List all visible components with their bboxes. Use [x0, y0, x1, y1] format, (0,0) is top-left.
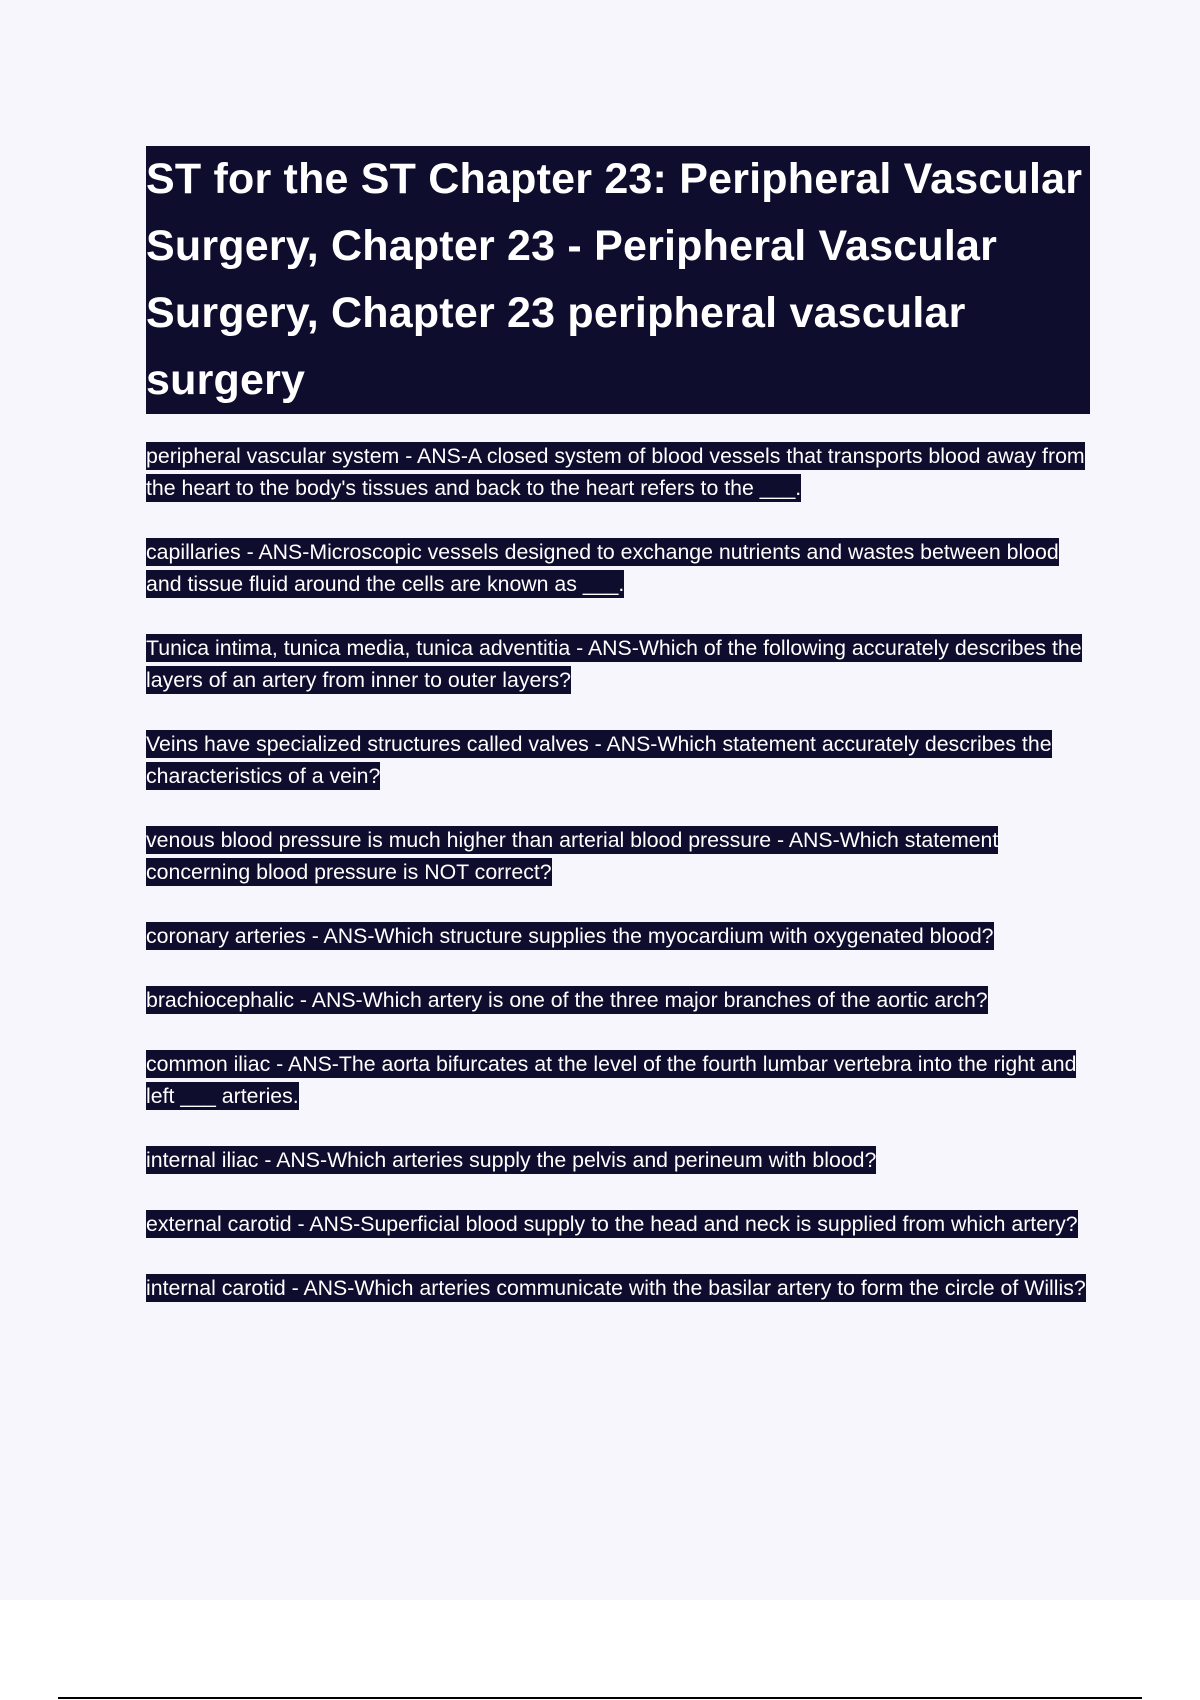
entry-list [146, 440, 1086, 1336]
entry-text: internal carotid - ANS-Which arteries communicate with the basilar artery to form the circle of Willis? [146, 1276, 1086, 1300]
list-item [146, 920, 1086, 952]
title-block [146, 146, 1090, 414]
list-item [146, 1272, 1086, 1304]
entry-text: Tunica intima, tunica media, tunica adventitia - ANS-Which of the following accurately describes the layers of an artery from inner to outer layers? [146, 636, 1082, 692]
list-item [146, 632, 1086, 696]
entry-text: capillaries - ANS-Microscopic vessels designed to exchange nutrients and wastes between blood and tissue fluid around the cells are known as ___. [146, 540, 1059, 596]
entry-text: common iliac - ANS-The aorta bifurcates at the level of the fourth lumbar vertebra into the right and left ___ arteries. [146, 1052, 1077, 1108]
list-item [146, 1048, 1086, 1112]
entry-text: peripheral vascular system - ANS-A closed system of blood vessels that transports blood away from the heart to the body's tissues and back to the heart refers to the ___. [146, 444, 1085, 500]
document-title: ST for the ST Chapter 23: Peripheral Vascular Surgery, Chapter 23 - Peripheral Vascular Surgery, Chapter 23 peripheral vascular surgery [146, 155, 1083, 404]
footer-rule [58, 1697, 1142, 1699]
entry-text: venous blood pressure is much higher than arterial blood pressure - ANS-Which statement concerning blood pressure is NOT correct? [146, 828, 999, 884]
entry-text: brachiocephalic - ANS-Which artery is one of the three major branches of the aortic arch? [146, 988, 988, 1012]
entry-text: Veins have specialized structures called valves - ANS-Which statement accurately describes the characteristics of a vein? [146, 732, 1052, 788]
list-item [146, 984, 1086, 1016]
entry-text: coronary arteries - ANS-Which structure supplies the myocardium with oxygenated blood? [146, 924, 994, 948]
list-item [146, 1144, 1086, 1176]
list-item [146, 1208, 1086, 1240]
list-item [146, 824, 1086, 888]
entry-text: internal iliac - ANS-Which arteries supply the pelvis and perineum with blood? [146, 1148, 877, 1172]
list-item [146, 536, 1086, 600]
entry-text: external carotid - ANS-Superficial blood supply to the head and neck is supplied from which artery? [146, 1212, 1078, 1236]
list-item [146, 728, 1086, 792]
list-item [146, 440, 1086, 504]
